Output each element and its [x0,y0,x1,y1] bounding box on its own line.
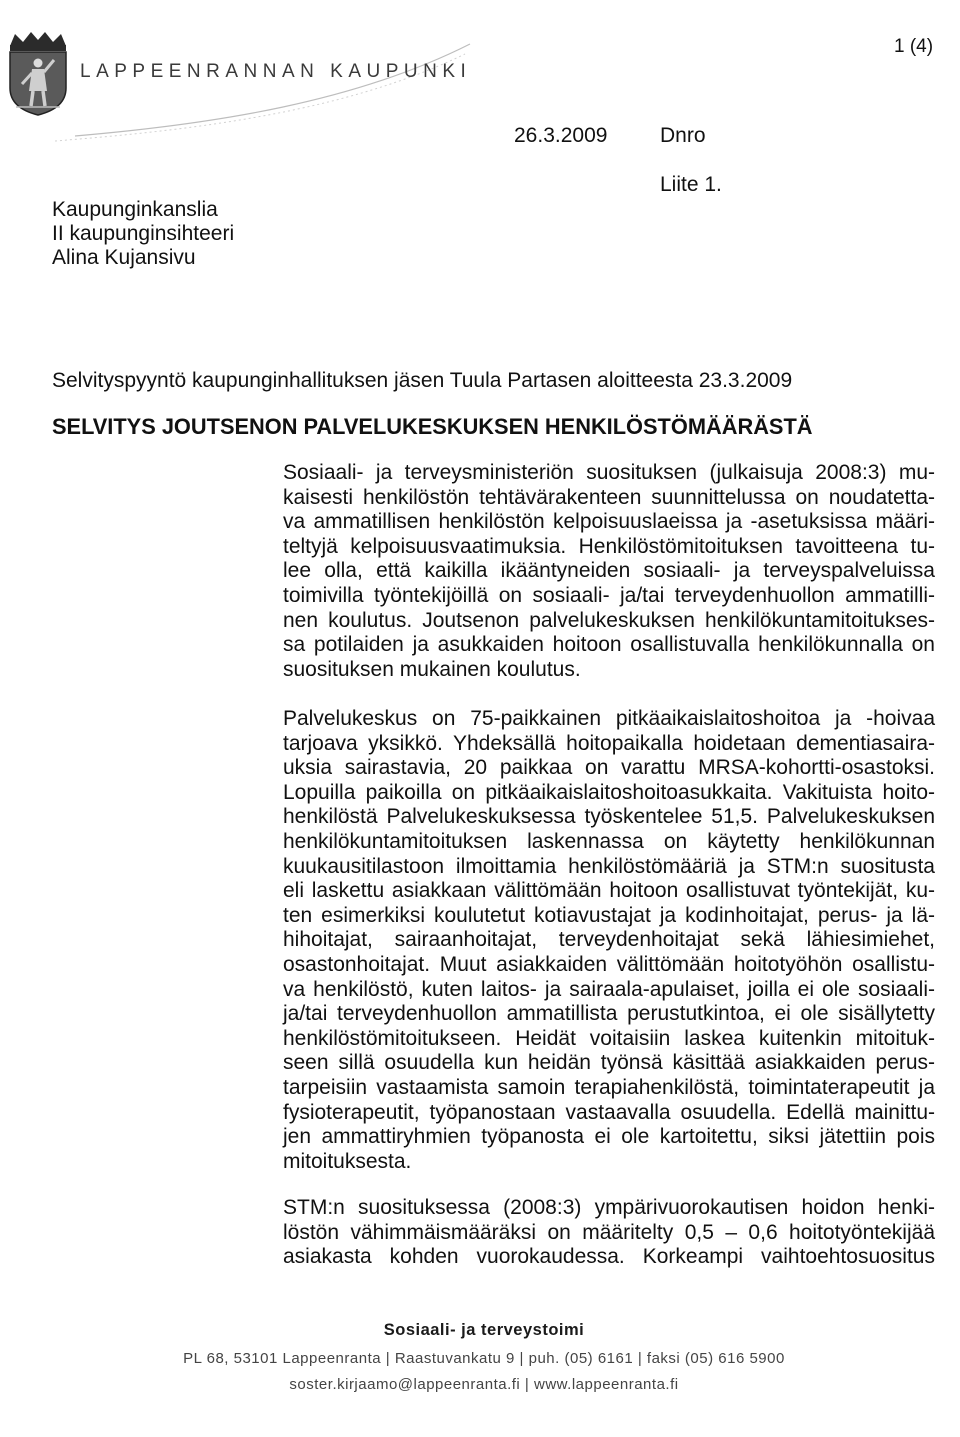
body-line: va henkilöstö, kuten laitos- ja sairaala-apulaiset, joilla ei ole sosiaali- [283,977,935,1001]
footer-address: PL 68, 53101 Lappeenranta | Raastuvankatu 9 | puh. (05) 6161 | faksi (05) 616 5900 [183,1350,785,1367]
body-line: suosituksen mukainen koulutus. [283,657,581,681]
subject-line: Selvityspyyntö kaupunginhallituksen jäsen Tuula Partasen aloitteesta 23.3.2009 [52,369,793,392]
sender-block [52,198,234,270]
decorative-swoosh [55,38,475,142]
body-line: STM:n suosituksessa (2008:3) ympärivuorokautisen hoidon henki- [283,1196,935,1219]
body-line: fysioterapeutit, työpanostaan vastaavalla osuudella. Edellä mainittu- [283,1100,935,1124]
document-date: 26.3.2009 [514,124,608,147]
footer-contact: soster.kirjaamo@lappeenranta.fi | www.lappeenranta.fi [289,1376,679,1393]
body-paragraph [283,461,935,682]
body-line: Lopuilla paikoilla on pitkäaikaislaitoshoitoasukkaita. Vakituista hoito- [283,780,935,804]
document-title: SELVITYS JOUTSENON PALVELUKESKUKSEN HENKILÖSTÖMÄÄRÄSTÄ [52,414,813,439]
body-line: tarjoava yksikkö. Yhdeksällä hoitopaikalla hoidetaan dementiasaira- [283,731,935,755]
dnro-label: Dnro [660,124,706,147]
body-line: va ammatillisen henkilöstön kelpoisuuslaeissa ja -asetuksissa määri- [283,510,935,534]
body-line: jen ammattiryhmien työpanosta ei ole kartoitettu, siksi jätettiin pois [283,1125,935,1149]
body-line: henkilöstä Palvelukeskuksessa työskentelee 51,5. Palvelukeskuksen [283,805,935,829]
body-line: asiakasta kohden vuorokaudessa. Korkeampi vaihtoehtosuositus [283,1245,935,1269]
body-line: Palvelukeskus on 75-paikkainen pitkäaikaislaitoshoitoa ja -hoivaa [283,707,935,730]
body-paragraph [283,1196,935,1270]
body-line: mitoituksesta. [283,1149,412,1173]
body-line: hihoitajat, sairaanhoitajat, terveydenhoitajat sekä lähiesimiehet, [283,928,935,952]
body-line: ja/tai terveydenhuollon ammatillista perustutkintoa, ei ole sisällytetty [283,1002,935,1026]
body-line: löstön vähimmäismääräksi on määritelty 0,5 – 0,6 hoitotyöntekijää [283,1220,935,1244]
body-line: teltyjä kelpoisuusvaatimuksia. Henkilöstömitoituksen tavoitteena tu- [283,534,935,558]
sender-line: Alina Kujansivu [52,246,196,269]
body-line: lee olla, että kaikilla ikääntyneiden sosiaali- ja terveyspalveluissa [283,559,935,583]
body-paragraph [283,707,935,1174]
body-line: seen sillä osuudella kun heidän työnsä käsittää asiakkaiden perus- [283,1051,935,1075]
body-line: henkilöstömitoitukseen. Heidät voitaisiin laskea kuitenkin mitoituk- [283,1026,935,1050]
body-line: ten esimerkiksi koulutetut kotiavustajat ja kodinhoitajat, perus- ja lä- [283,903,935,927]
body-line: toimivilla työntekijöillä on sosiaali- ja/tai terveydenhuollon ammatilli- [283,583,935,607]
body-line: nen koulutus. Joutsenon palvelukeskuksen henkilökuntamitoitukses- [283,608,935,632]
sender-line: Kaupunginkanslia [52,198,218,221]
body-line: tarpeisiin vastaamista samoin terapiahenkilöstä, toimintaterapeutit ja [283,1075,935,1099]
footer-department: Sosiaali- ja terveystoimi [383,1321,585,1339]
body-line: sa potilaiden ja asukkaiden hoitoon osallistuvalla henkilökunnalla on [283,633,935,657]
body-line: osastonhoitajat. Muut asiakkaiden välittömään hoitotyöhön osallistu- [283,952,935,976]
sender-line: II kaupunginsihteeri [52,222,235,245]
body-line: henkilökuntamitoituksen laskennassa on käytetty henkilökunnan [283,829,935,853]
body-line: eli laskettu asiakkaan välittömään hoitoon osallistuvat työntekijät, ku- [283,879,935,903]
page-number: 1 (4) [894,36,934,57]
body-line: kuukausitilastoon ilmoittamia henkilöstömääriä ja STM:n suositusta [283,854,935,878]
attachment-label: Liite 1. [660,173,722,196]
body-line: Sosiaali- ja terveysministeriön suosituksen (julkaisuja 2008:3) mu- [283,461,935,484]
body-line: kaisesti henkilöstön tehtävärakenteen suunnittelussa on noudatetta- [283,485,935,509]
footer [0,1318,960,1395]
org-name: LAPPEENRANNAN KAUPUNKI [80,61,472,82]
body-line: uksia sairastavia, 20 paikkaa on varattu MRSA-kohortti-osastoksi. [283,756,935,780]
